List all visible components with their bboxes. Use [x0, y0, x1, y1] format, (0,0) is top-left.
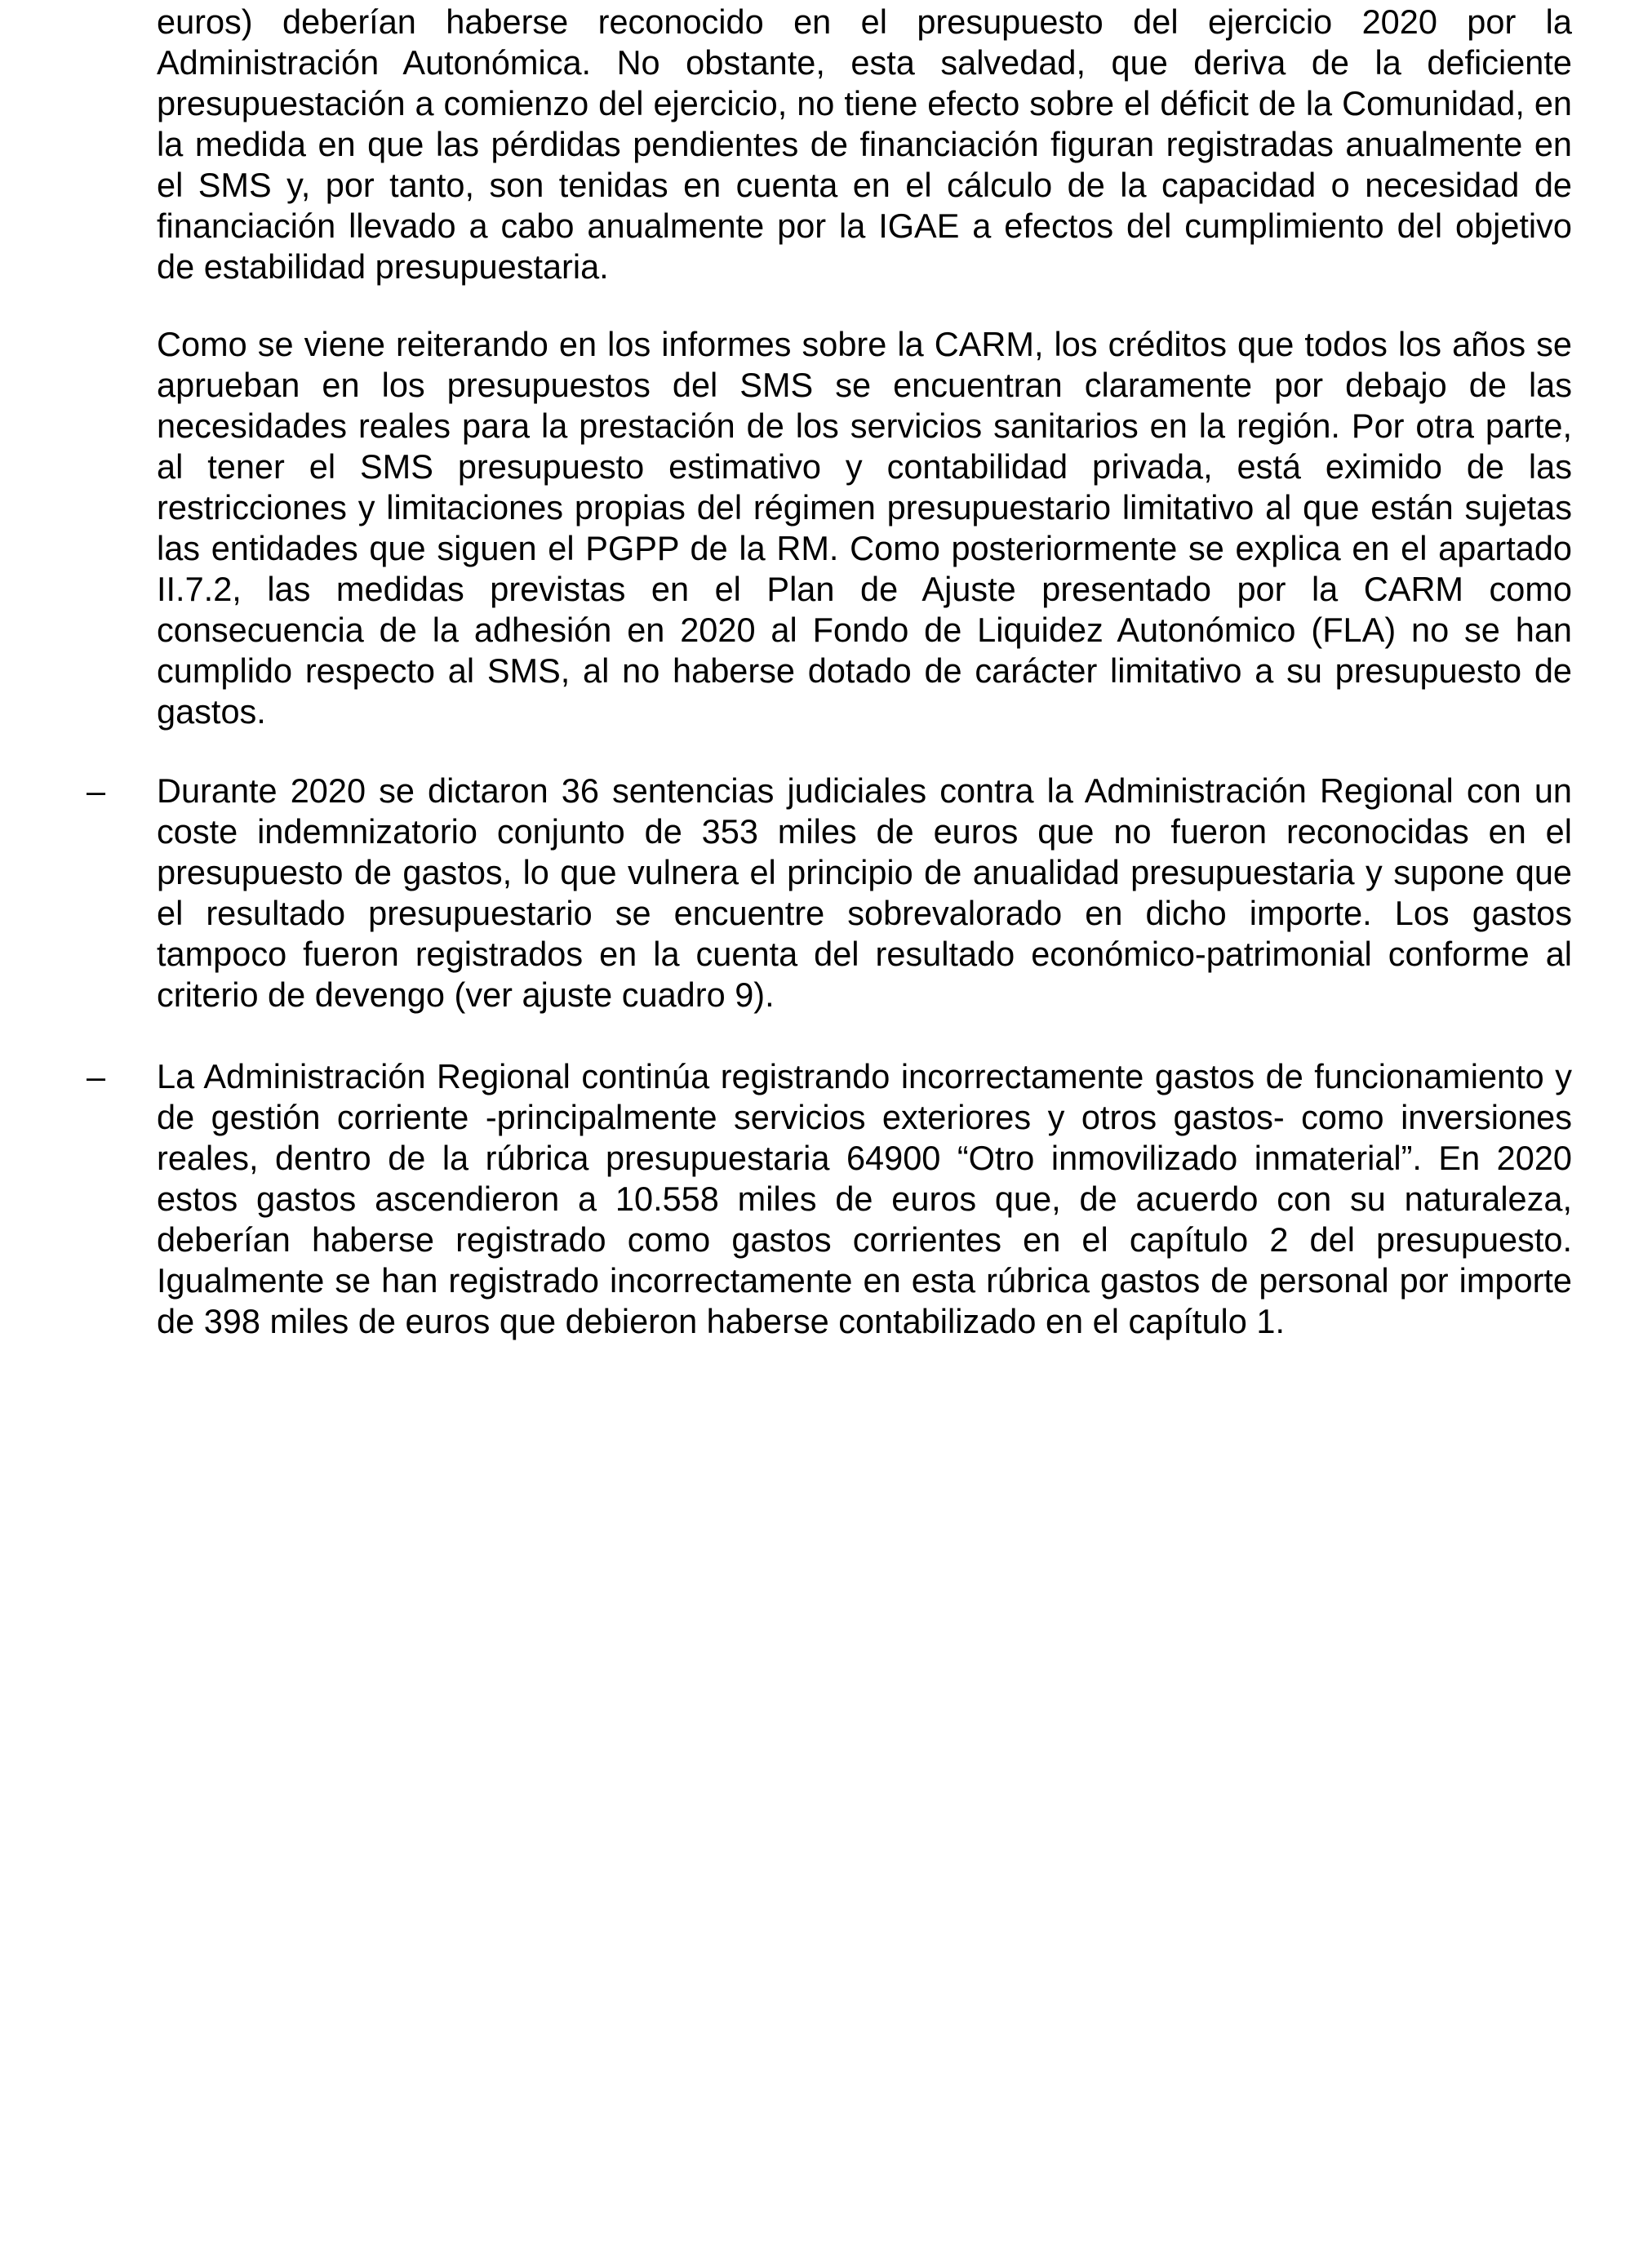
paragraph-salvedad-sms: euros) deberían haberse reconocido en el presupuesto del ejercicio 2020 por la Administración Autonómica. No obstante, esta salvedad, que deriva de la deficiente presupuestación a comienzo del ejercicio, no tiene efecto sobre el déficit de la Comunidad, en la medida en que las pérdidas pendientes de financiación figuran registradas anualmente en el SMS y, por tanto, son tenidas en cuenta en el cálculo de la capacidad o necesidad de financiación llevado a cabo anualmente por la IGAE a efectos del cumplimiento del objetivo de estabilidad presupuestaria.	[157, 2, 1572, 286]
paragraph-creditos-sms: Como se viene reiterando en los informes sobre la CARM, los créditos que todos los años se aprueban en los presupuestos del SMS se encuentran claramente por debajo de las necesidades reales para la prestación de los servicios sanitarios en la región. Por otra parte, al tener el SMS presupuesto estimativo y contabilidad privada, está eximido de las restricciones y limitaciones propias del régimen presupuestario limitativo al que están sujetas las entidades que siguen el PGPP de la RM. Como posteriormente se explica en el apartado II.7.2, las medidas previstas en el Plan de Ajuste presentado por la CARM como consecuencia de la adhesión en 2020 al Fondo de Liquidez Autonómico (FLA) no se han cumplido respecto al SMS, al no haberse dotado de carácter limitativo a su presupuesto de gastos.	[157, 325, 1572, 731]
paragraph-gastos-inmovilizado: La Administración Regional continúa registrando incorrectamente gastos de funcionamiento y de gestión corriente -principalmente servicios exteriores y otros gastos- como inversiones reales, dentro de la rúbrica presupuestaria 64900 “Otro inmovilizado inmaterial”. En 2020 estos gastos ascendieron a 10.558 miles de euros que, de acuerdo con su naturaleza, deberían haberse registrado como gastos corrientes en el capítulo 2 del presupuesto. Igualmente se han registrado incorrectamente en esta rúbrica gastos de personal por importe de 398 miles de euros que debieron haberse contabilizado en el capítulo 1.	[157, 1057, 1572, 1340]
bullet-dash: –	[87, 1057, 106, 1095]
bullet-dash: –	[87, 771, 106, 810]
paragraph-sentencias-judiciales: Durante 2020 se dictaron 36 sentencias judiciales contra la Administración Regional con un coste indemnizatorio conjunto de 353 miles de euros que no fueron reconocidas en el presupuesto de gastos, lo que vulnera el principio de anualidad presupuestaria y supone que el resultado presupuestario se encuentre sobrevalorado en dicho importe. Los gastos tampoco fueron registrados en la cuenta del resultado económico-patrimonial conforme al criterio de devengo (ver ajuste cuadro 9).	[157, 771, 1572, 1014]
